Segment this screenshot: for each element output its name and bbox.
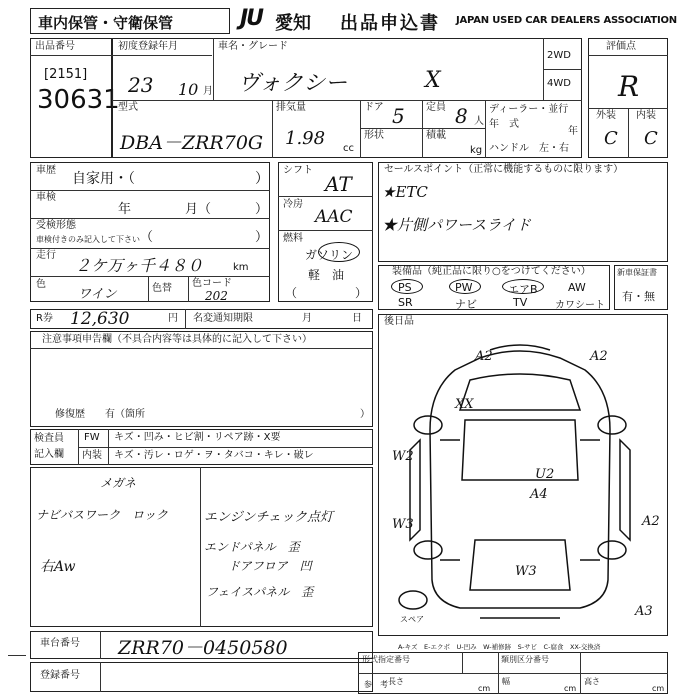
equipment-label: 装備品（純正品に限り○をつけてください） [392, 266, 591, 277]
after-label: 後日品 [384, 316, 414, 327]
sales-points-label: セールスポイント（正常に機能するものに限ります） [384, 164, 624, 175]
spare-label: スペア [400, 615, 424, 624]
recycle-label: R券 [36, 313, 53, 324]
displacement-label: 排気量 [276, 102, 306, 113]
displacement-value: 1.98 [285, 128, 326, 149]
fuel-circle [318, 242, 360, 262]
reg-box [30, 662, 373, 692]
diagram-legend: A-キズ E-エクボ U-凹み W-補修跡 S-サビ C-腐食 XX-交換済 [398, 643, 601, 651]
reg-line [8, 655, 26, 656]
consign-note: 車検付きのみ記入して下さい [36, 235, 140, 244]
mark-w3-left: W3 [392, 517, 414, 532]
sales-point-2: ★片側パワースライド [382, 216, 531, 234]
tax-month: 月 [302, 313, 312, 324]
chassis-value: ZRR70－0450580 [118, 637, 288, 659]
warranty-label: 新車保証書 [617, 268, 657, 277]
year-type-unit: 年 [568, 126, 578, 137]
mark-xx: XX [455, 397, 474, 412]
ac-label: 冷房 [283, 199, 303, 210]
lot-label: 出品番号 [35, 41, 75, 52]
exterior-score: C [604, 128, 618, 149]
note-2: ナビバスワーク ロック [36, 508, 168, 522]
mark-a2-left: A2 [475, 349, 493, 364]
vehicle-name-label: 車名・グレード [218, 41, 288, 52]
registration-label: 初度登録年月 [118, 41, 178, 52]
color-code-label: 色コード [192, 278, 232, 289]
doors-label: ドア [364, 102, 384, 113]
ju-logo: JU [240, 6, 263, 31]
history-value: 自家用・（ [72, 171, 135, 187]
warranty-value: 有・無 [622, 290, 655, 303]
mark-w3-rear: W3 [515, 564, 537, 579]
load-label: 積載 [426, 130, 446, 141]
mark-a2-side: A2 [642, 514, 660, 529]
length-label: 長さ [388, 677, 404, 686]
consign-close: ） [255, 230, 269, 245]
fuel-diesel: 軽 油 [308, 268, 345, 282]
notes-label: 注意事項申告欄（不具合内容等は具体的に記入して下さい） [42, 334, 312, 345]
equip-seat: カワシート [555, 300, 605, 311]
equip-navi: ナビ [455, 298, 477, 311]
mark-a3: A3 [635, 604, 653, 619]
sales-points-box [378, 162, 668, 262]
history-label: 車歴 [36, 165, 56, 176]
sales-point-1: ★ETC [382, 183, 428, 201]
fuel-label: 燃料 [283, 233, 303, 244]
note-7: 右Aw [40, 559, 76, 575]
note-6: フェイスパネル 歪 [206, 585, 314, 599]
car-diagram [380, 330, 668, 630]
dealer-label: ディーラー・並行 [489, 104, 569, 115]
equip-pw: PW [455, 281, 473, 294]
equip-pw-circle [449, 279, 481, 294]
exterior-label: 外装 [596, 110, 616, 121]
history-close: ） [255, 171, 269, 187]
equip-airbag: エアB [508, 283, 538, 296]
repair-label: 修復歴 有（箇所 [55, 409, 145, 420]
fuel-open: （ [285, 286, 298, 300]
inspector-interior-label: 内装 [82, 450, 102, 461]
equip-airbag-circle [502, 279, 544, 294]
mileage-label: 走行 [36, 250, 56, 261]
height-label: 高さ [584, 677, 600, 686]
association-name: JAPAN USED CAR DEALERS ASSOCIATION [456, 15, 677, 26]
color-change-label: 色替 [152, 283, 172, 294]
shift-label: シフト [283, 165, 313, 176]
fw-row: キズ・凹み・ヒビ割・リペア跡・X要 [114, 432, 281, 443]
lot-number: 30631 [37, 85, 120, 115]
inspection-month: 月（ [185, 202, 212, 217]
equip-sr: SR [398, 296, 413, 309]
shift-value: AT [325, 172, 352, 196]
equip-tv: TV [513, 296, 528, 309]
handle-label: ハンドル 左・右 [489, 143, 569, 154]
shape-label: 形状 [364, 130, 384, 141]
chassis-label: 車台番号 [40, 638, 80, 649]
capacity-label: 定員 [426, 102, 446, 113]
form-title: 出品申込書 [340, 13, 440, 34]
interior-score: C [644, 128, 658, 149]
load-unit: kg [470, 145, 483, 156]
ac-value: AAC [315, 207, 353, 227]
color-code-value: 202 [205, 289, 228, 303]
evaluation-score: R [618, 70, 640, 103]
fuel-value: ガソリン [305, 248, 354, 262]
drive-2wd: 2WD [547, 50, 571, 61]
height-unit: cm [652, 684, 665, 693]
mark-w2: W2 [392, 449, 414, 464]
drive-4wd: 4WD [547, 78, 571, 89]
storage-label: 車内保管・守衛保管 [38, 14, 174, 32]
ref-label: 参 考 [364, 680, 388, 689]
length-unit: cm [478, 684, 491, 693]
tax-day: 日 [352, 313, 362, 324]
inspector-label-1: 検査員 [34, 433, 64, 444]
capacity-unit: 人 [474, 116, 484, 127]
equip-ps-circle [391, 279, 423, 294]
model-label: 型式 [118, 102, 138, 113]
vehicle-grade: X [425, 68, 441, 93]
color-value: ワイン [78, 287, 117, 302]
registration-year: 23 [128, 73, 154, 97]
capacity-value: 8 [455, 104, 468, 128]
color-label: 色 [36, 279, 46, 290]
inspector-label-2: 記入欄 [34, 449, 64, 460]
mark-a4: A4 [530, 487, 548, 502]
recycle-value: 12,630 [70, 309, 130, 329]
consign-label: 受検形態 [36, 220, 76, 231]
doors-value: 5 [392, 104, 405, 128]
inspection-label: 車検 [36, 192, 56, 203]
inspector-interior-row: キズ・汚レ・ロゲ・ヲ・タバコ・キレ・破レ [114, 450, 314, 461]
reg-label: 登録番号 [40, 670, 80, 681]
lot-small-number: [2151] [44, 67, 88, 82]
note-3: エンジンチェック点灯 [204, 510, 333, 525]
repair-close: ） [360, 409, 370, 420]
equip-ps: PS [398, 281, 412, 294]
consign-open: （ [140, 230, 154, 245]
width-label: 幅 [502, 677, 510, 686]
width-unit: cm [564, 684, 577, 693]
mark-a2-right: A2 [590, 349, 608, 364]
fuel-close: ） [355, 286, 368, 300]
note-5: ドアフロア 凹 [228, 559, 312, 573]
inspection-close: ） [255, 202, 269, 217]
year-type-label: 年 式 [489, 119, 519, 130]
mark-u2: U2 [535, 467, 555, 482]
interior-label: 内装 [636, 110, 656, 121]
evaluation-label: 評価点 [606, 41, 636, 52]
class-label: 類別区分番号 [501, 655, 549, 664]
model-code: DBA－ZRR70G [120, 132, 264, 154]
displacement-unit: cc [343, 143, 354, 154]
recycle-unit: 円 [168, 313, 178, 324]
vehicle-name: ヴォクシー [238, 71, 348, 96]
mileage-unit: km [233, 262, 249, 273]
equip-aw: AW [568, 281, 586, 294]
fw-label: FW [84, 432, 100, 443]
note-1: メガネ [100, 476, 137, 490]
note-4: エンドパネル 歪 [204, 540, 300, 554]
inspection-year: 年 [118, 202, 132, 217]
registration-month-unit: 月 [203, 86, 213, 97]
handwritten-notes-box [30, 467, 373, 627]
org-name: 愛知 [275, 13, 311, 34]
mileage-value: ２ケ万ヶ千４８０ [75, 256, 204, 275]
type-label: 形式指定番号 [362, 655, 410, 664]
registration-month: 10 [178, 80, 199, 99]
tax-label: 名変通知期限 [193, 313, 253, 324]
